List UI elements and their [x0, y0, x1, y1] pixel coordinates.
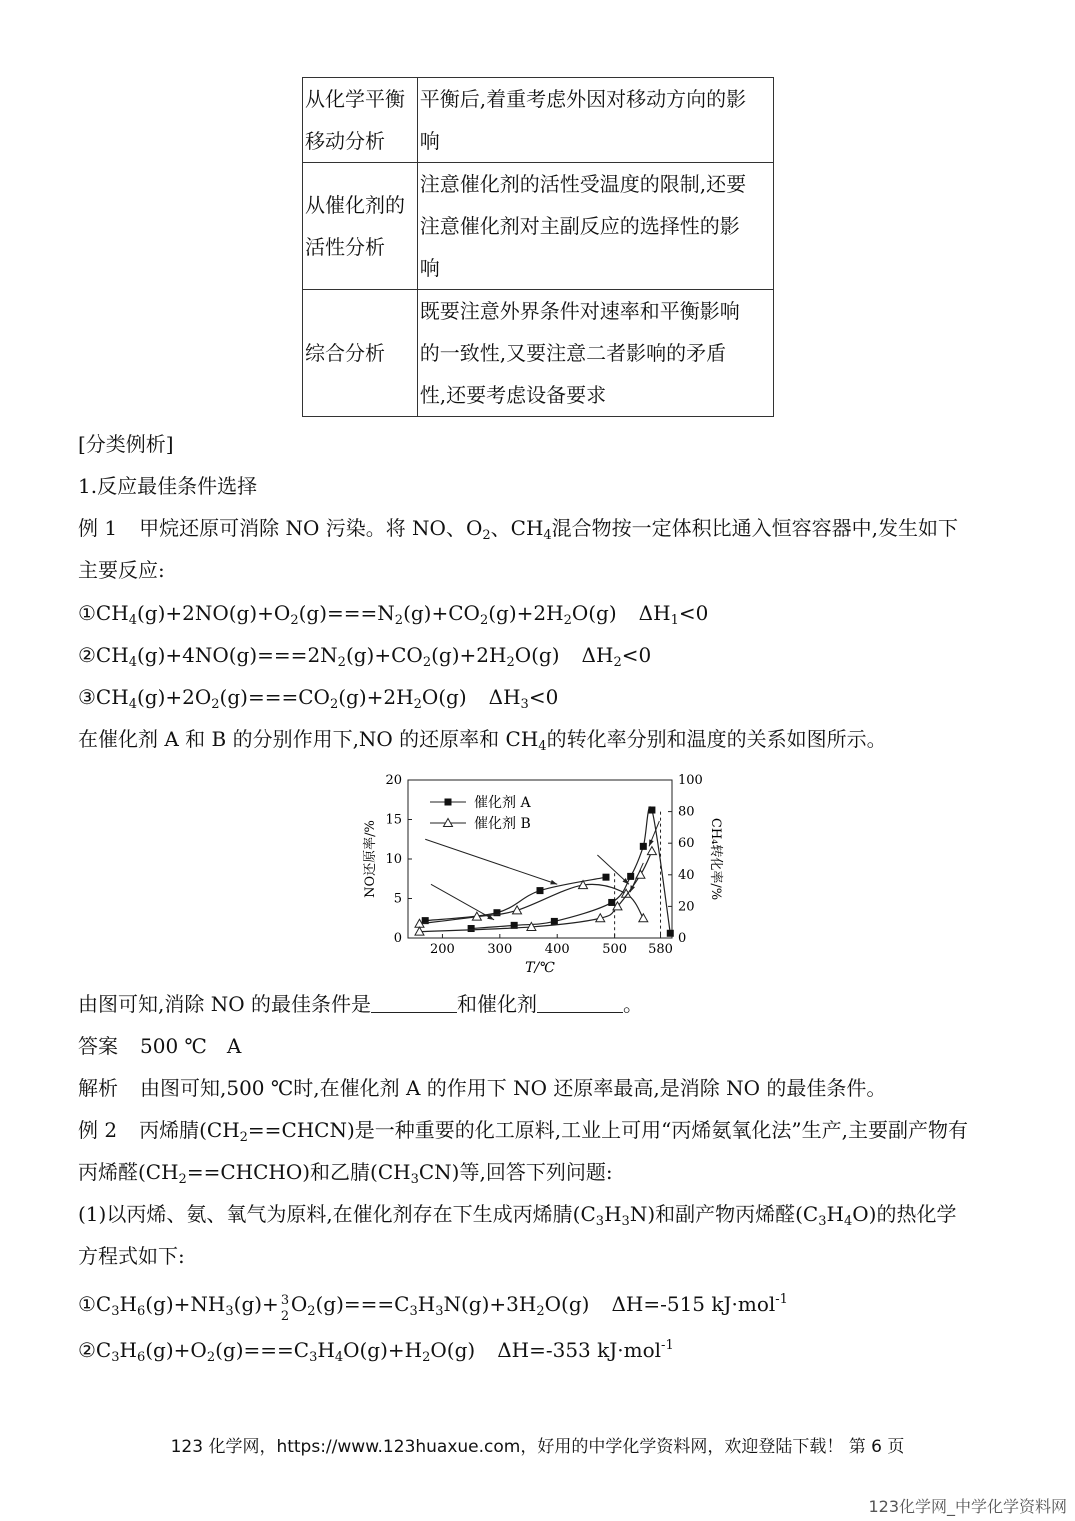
page-footer: 123 化学网，https://www.123huaxue.com，好用的中学化学资料网，欢迎登陆下载！ 第 6 页 [170, 1437, 905, 1457]
fraction: 3 2 [280, 1293, 290, 1324]
y-right-tick-label: 80 [678, 804, 695, 820]
y-left-tick-label: 20 [385, 773, 402, 788]
cell-text: 从化学平衡 [305, 87, 405, 111]
table-row [303, 163, 774, 290]
subsection-heading: 1.反应最佳条件选择 [78, 474, 258, 498]
y-right-tick-label: 0 [678, 931, 687, 946]
cell-text: 的一致性,又要注意二者影响的矛盾 [419, 341, 727, 365]
cell-text: 活性分析 [305, 235, 385, 259]
y-left-tick-label: 15 [385, 812, 402, 828]
data-point-square [648, 807, 655, 814]
y-left-tick-label: 5 [393, 891, 402, 907]
data-point-square [551, 918, 558, 925]
cell-text: 注意催化剂对主副反应的选择性的影 [419, 214, 740, 238]
y-right-tick-label: 60 [678, 836, 695, 852]
x-axis-label: T/℃ [525, 960, 555, 976]
y-right-tick-label: 40 [678, 867, 695, 883]
data-point-square [468, 925, 475, 932]
cell-text: 综合分析 [305, 341, 385, 365]
data-point-triangle [647, 847, 656, 855]
legend-marker-a [445, 799, 452, 806]
reaction-3: $③CH_4(g)+2O_2(g)===CO_2(g)+2H_2O(g)$ $\Delta H_3<0$ [78, 685, 559, 712]
legend-label-b: 催化剂 B [474, 816, 531, 832]
conversion-chart [350, 768, 730, 978]
equation-1: $①C_3H_6(g)+NH_3(g)+$ 3 2 $O_2(g)===C_3H_3N(g)+3H_2O(g)$ ΔH=-515 kJ·mol$^{-1}$ [78, 1292, 788, 1324]
cell-text: 从催化剂的 [305, 193, 405, 217]
example-1-intro-2: 主要反应: [78, 558, 165, 582]
answer-blank [371, 994, 457, 1013]
x-tick-label: 500 [602, 942, 628, 957]
question-1: 由图可知,消除 NO 的最佳条件是 和催化剂 。 [78, 992, 643, 1016]
data-point-square [537, 887, 544, 894]
x-tick-label: 200 [430, 942, 455, 957]
cell-text: 平衡后,着重考虑外因对移动方向的影 [419, 87, 747, 111]
arrow-head [630, 885, 635, 892]
table-row [303, 290, 774, 417]
watermark: 123化学网_中学化学资料网 [868, 1497, 1067, 1516]
data-point-square [627, 873, 634, 880]
arrow-head [649, 839, 654, 846]
x-tick-label: 580 [648, 942, 673, 957]
table-cell [417, 78, 773, 163]
part-1-2: 方程式如下: [78, 1244, 185, 1268]
table-cell [417, 290, 773, 417]
table-row [303, 78, 774, 163]
section-heading: [分类例析] [78, 432, 174, 456]
part-1: (1)以丙烯、氨、氧气为原料,在催化剂存在下生成丙烯腈$(C_3H_3N)$和副产物丙烯醛$(C_3H_4O)$的热化学 [78, 1202, 957, 1229]
table-cell [303, 78, 418, 163]
y-right-tick-label: 20 [678, 899, 695, 915]
x-tick-label: 400 [544, 942, 570, 957]
answer: 答案 500 ℃ A [78, 1034, 242, 1058]
data-point-triangle [639, 914, 648, 922]
cell-text: 移动分析 [305, 129, 385, 153]
annotation-arrow [431, 884, 494, 920]
y-left-tick-label: 10 [385, 852, 402, 867]
example-1-intro: 例 1 甲烷还原可消除 NO 污染。将 NO、$O_2$、$CH_4$混合物按一定体积比通入恒容容器中,发生如下 [78, 516, 959, 543]
table-cell [303, 290, 418, 417]
y-left-axis-label: NO还原率/% [363, 820, 378, 898]
x-tick-label: 300 [487, 942, 513, 957]
cell-text: 注意催化剂的活性受温度的限制,还要 [419, 172, 747, 196]
y-right-tick-label: 100 [678, 773, 703, 788]
answer-blank [537, 994, 623, 1013]
data-point-square [603, 874, 610, 881]
y-left-tick-label: 0 [393, 931, 402, 946]
reaction-1: $①CH_4(g)+2NO(g)+O_2(g)===N_2(g)+CO_2(g)+2H_2O(g)$ $\Delta H_1<0$ [78, 601, 709, 628]
reaction-2: $②CH_4(g)+4NO(g)===2N_2(g)+CO_2(g)+2H_2O(g)$ $\Delta H_2<0$ [78, 643, 652, 670]
catalyst-description: 在催化剂 A 和 B 的分别作用下,NO 的还原率和 $CH_4$的转化率分别和温度的关系如图所示。 [78, 727, 887, 754]
data-point-square [608, 899, 615, 906]
annotation-arrow [425, 839, 557, 884]
explanation: 解析 由图可知,500 ℃时,在催化剂 A 的作用下 NO 还原率最高,是消除 NO 的最佳条件。 [78, 1076, 887, 1100]
arrow-head [550, 880, 557, 885]
cell-text: 响 [419, 129, 440, 153]
summary-table [302, 77, 774, 417]
equation-2: $②C_3H_6(g)+O_2(g)===C_3H_4O(g)+H_2O(g)$ ΔH=-353 kJ·mol$^{-1}$ [78, 1338, 674, 1365]
example-2-intro: 例 2 丙烯腈$(CH_2==CHCN)$是一种重要的化工原料,工业上可用“丙烯氨氧化法”生产,主要副产物有 [78, 1118, 968, 1145]
table-cell [303, 163, 418, 290]
cell-text: 响 [419, 256, 440, 280]
legend-label-a: 催化剂 A [474, 795, 531, 811]
table-cell [417, 163, 773, 290]
cell-text: 既要注意外界条件对速率和平衡影响 [419, 299, 740, 323]
y-right-axis-label: CH₄转化率/% [708, 817, 723, 901]
data-point-square [640, 843, 647, 850]
data-point-square [667, 930, 674, 937]
cell-text: 性,还要考虑设备要求 [419, 383, 607, 407]
example-2-intro-2: 丙烯醛$(CH_2==CHCHO)$和乙腈$(CH_3CN)$等,回答下列问题: [78, 1160, 613, 1187]
